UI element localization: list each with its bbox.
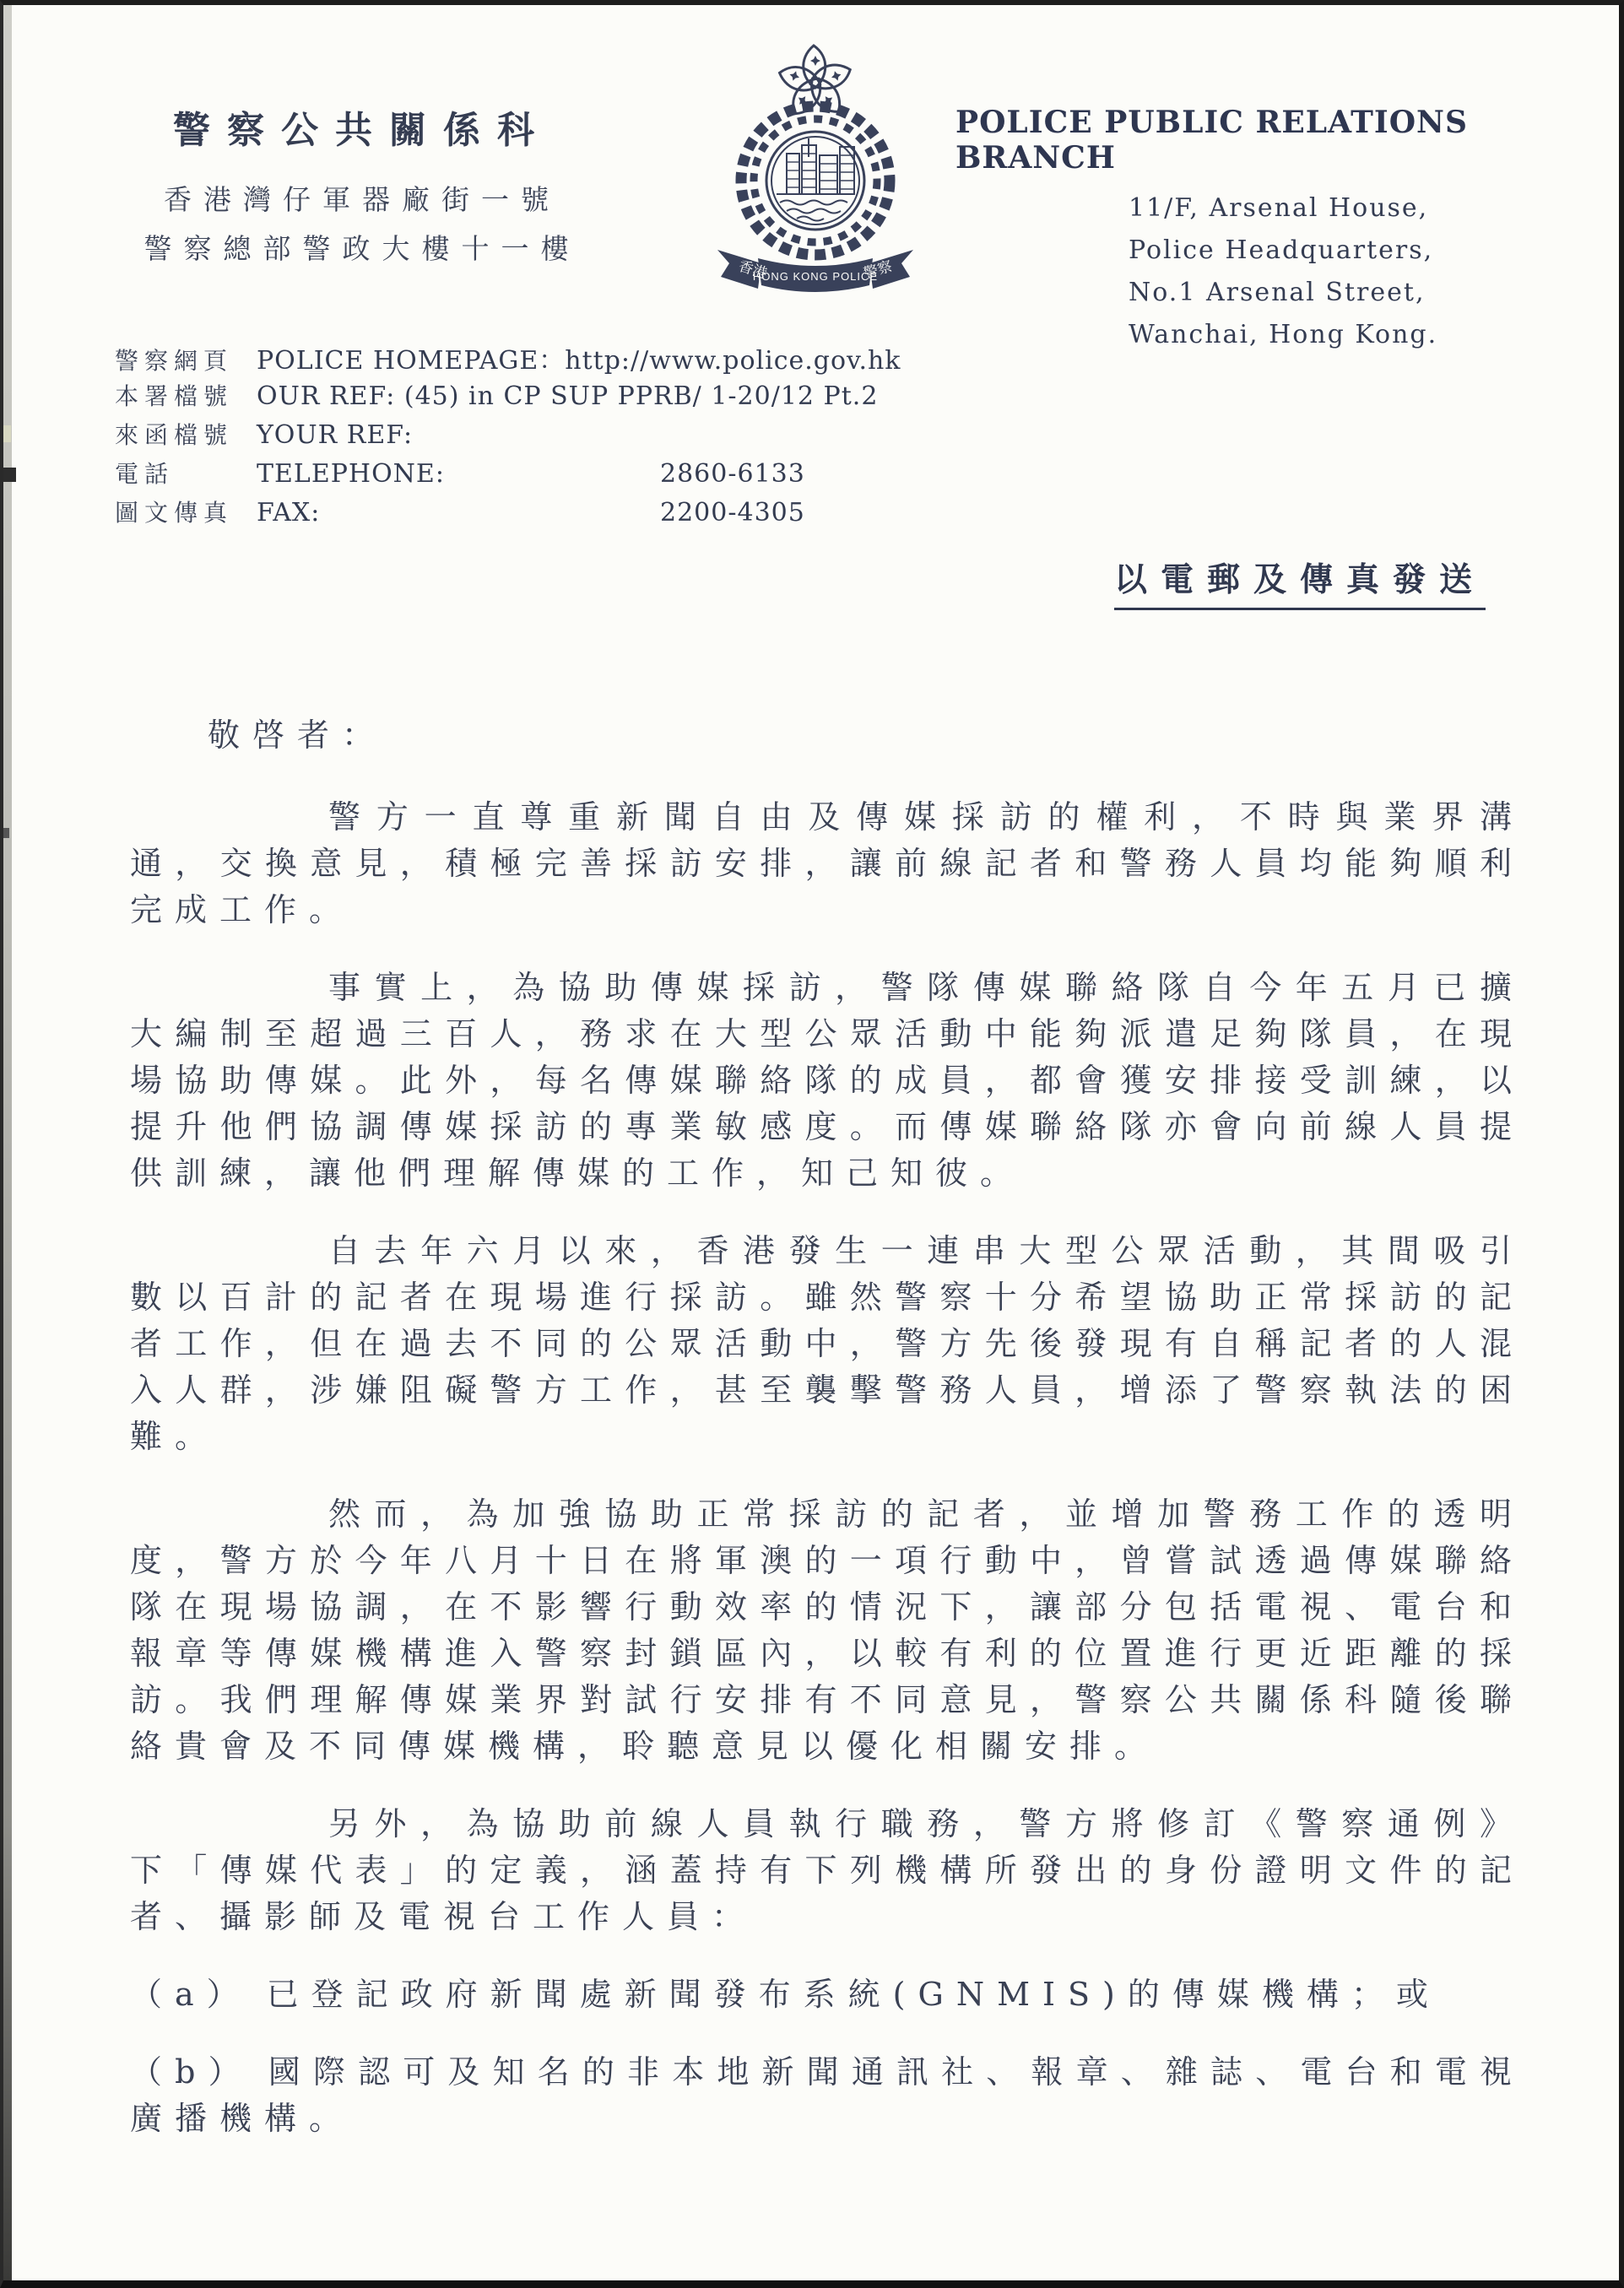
ref-row-our-ref [115, 378, 1043, 417]
ref-value: POLICE HOMEPAGE：http://www.police.gov.hk [257, 346, 901, 376]
hong-kong-police-emblem-icon [709, 37, 922, 295]
ribbon-text-center: HONG KONG POLICE [752, 270, 879, 283]
ref-label-zh: 電話 [115, 460, 175, 488]
ref-label-zh: 來函檔號 [115, 421, 234, 449]
list-marker: （b） [130, 2053, 253, 2091]
ref-row-fax [115, 495, 1043, 533]
list-text: 已登記政府新聞處新聞發布系統(GNMIS)的傳媒機構；或 [266, 1976, 1441, 2013]
ref-row-telephone [115, 456, 1043, 495]
address-chinese-line2: 警察總部警政大樓十一樓 [143, 232, 581, 265]
scan-edge-strip [3, 5, 12, 2280]
list-marker: （a） [130, 1976, 252, 2013]
fax-number: 2200-4305 [660, 498, 805, 527]
paragraph: 然而，為加強協助正常採訪的記者，並增加警務工作的透明度，警方於今年八月十日在將軍澳的一項行動中，曾嘗試透過傳媒聯絡隊在現場協調，在不影響行動效率的情況下，讓部分包括電視、電台和報章等傳媒機構進入警察封鎖區內，以較有利的位置進行更近距離的採訪。我們理解傳媒業界對試行安排有不同意見，警察公共關係科隨後聯絡貴會及不同傳媒機構，聆聽意見以優化相關安排。 [130, 1496, 1524, 1765]
list-text: 國際認可及知名的非本地新聞通訊社、報章、雜誌、電台和電視廣播機構。 [130, 2053, 1524, 2137]
ref-label-zh: 圖文傳真 [115, 499, 234, 527]
paragraph: 自去年六月以來，香港發生一連串大型公眾活動，其間吸引數以百計的記者在現場進行採訪。雖然警察十分希望協助正常採訪的記者工作，但在過去不同的公眾活動中，警方先後發現有自稱記者的人混入人群，涉嫌阻礙警方工作，甚至襲擊警務人員，增添了警察執法的困難。 [130, 1232, 1524, 1455]
ref-label-zh: 警察網頁 [115, 347, 234, 375]
ref-label-en: TELEPHONE: [257, 459, 445, 489]
list-item-a [130, 1972, 1524, 2018]
paragraph: 警方一直尊重新聞自由及傳媒採訪的權利，不時與業界溝通，交換意見，積極完善採訪安排，讓前線記者和警務人員均能夠順利完成工作。 [130, 798, 1524, 928]
address-english-line: No.1 Arsenal Street, [1129, 278, 1426, 307]
ref-label-en: FAX: [257, 498, 321, 527]
ref-value: OUR REF: (45) in CP SUP PPRB/ 1-20/12 Pt.2 [257, 381, 879, 411]
scan-artifact [3, 468, 16, 482]
ribbon-text-left: 香港 [736, 257, 769, 282]
scan-artifact [3, 425, 11, 442]
letterhead-chinese [122, 100, 603, 273]
telephone-number: 2860-6133 [660, 459, 805, 489]
branch-title-english: POLICE PUBLIC RELATIONS BRANCH [955, 105, 1468, 176]
address-english-line: Police Headquarters, [1129, 235, 1434, 265]
ribbon-text-right: 警察 [862, 257, 895, 282]
letter-body [130, 712, 1524, 2173]
ref-value: YOUR REF: [257, 420, 414, 450]
ref-row-homepage [115, 339, 1043, 378]
scan-artifact [3, 828, 9, 838]
ref-row-your-ref [115, 417, 1043, 456]
branch-title-chinese: 警察公共關係科 [173, 109, 551, 152]
ref-label-zh: 本署檔號 [115, 382, 234, 410]
delivery-method-note: 以電郵及傳真發送 [1114, 554, 1486, 610]
address-english-line: 11/F, Arsenal House, [1129, 193, 1429, 223]
letterhead-english [955, 105, 1597, 356]
reference-block [115, 339, 1043, 533]
salutation: 敬啓者： [208, 717, 387, 754]
paragraph: 事實上，為協助傳媒採訪，警隊傳媒聯絡隊自今年五月已擴大編制至超過三百人，務求在大型公眾活動中能夠派遣足夠隊員，在現場協助傳媒。此外，每名傳媒聯絡隊的成員，都會獲安排接受訓練，以提升他們協調傳媒採訪的專業敏感度。而傳媒聯絡隊亦會向前線人員提供訓練，讓他們理解傳媒的工作，知己知彼。 [130, 969, 1524, 1192]
address-english-line: Wanchai, Hong Kong. [1129, 320, 1438, 349]
address-chinese-line1: 香港灣仔軍器廠街一號 [164, 183, 560, 216]
paragraph: 另外，為協助前線人員執行職務，警方將修訂《警察通例》下「傳媒代表」的定義，涵蓋持有下列機構所發出的身份證明文件的記者、攝影師及電視台工作人員： [130, 1805, 1524, 1935]
list-item-b [130, 2049, 1524, 2142]
